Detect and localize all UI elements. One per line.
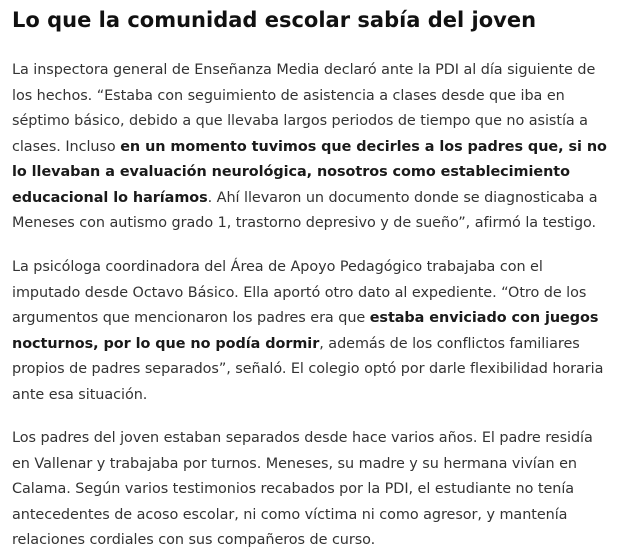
paragraph-psicologa bbox=[12, 255, 608, 408]
paragraph-text: La inspectora general de Enseñanza Media declaró ante la PDI al día siguiente de los hechos. “Estaba con seguimiento de asistencia a clases desde que iba en séptimo básico, debido a que llevaba largos periodos de tiempo que no asistía a clases. Incluso bbox=[12, 62, 596, 155]
section-heading: Lo que la comunidad escolar sabía del joven bbox=[12, 8, 537, 32]
paragraph-text: , además de los conflictos familiares propios de padres separados”, señaló. El colegio optó por darle flexibilidad horaria ante esa situación. bbox=[12, 335, 604, 403]
paragraph-emphasis: estaba enviciado con juegos nocturnos, por lo que no podía dormir bbox=[12, 310, 599, 352]
paragraph-inspectora bbox=[12, 58, 608, 237]
paragraph-text: Los padres del joven estaban separados desde hace varios años. El padre residía en Vallenar y trabajaba por turnos. Meneses, su madre y su hermana vivían en Calama. Según varios testimonios recabados por la PDI, el estudiante no tenía antecedentes de acoso escolar, ni como víctima ni como agresor, y mantenía relaciones cordiales con sus compañeros de curso. bbox=[12, 430, 593, 548]
paragraph-text: La psicóloga coordinadora del Área de Apoyo Pedagógico trabajaba con el imputado desde Octavo Básico. Ella aportó otro dato al expediente. “Otro de los argumentos que mencionaron los padres era que bbox=[12, 259, 587, 326]
paragraph-padres bbox=[12, 426, 608, 554]
paragraph-text: . Ahí llevaron un documento donde se diagnosticaba a Meneses con autismo grado 1, trastorno depresivo y de sueño”, afirmó la testigo. bbox=[12, 189, 598, 231]
paragraph-emphasis: en un momento tuvimos que decirles a los padres que, si no lo llevaban a evaluación neurológica, nosotros como establecimiento educacional lo haríamos bbox=[12, 138, 607, 206]
